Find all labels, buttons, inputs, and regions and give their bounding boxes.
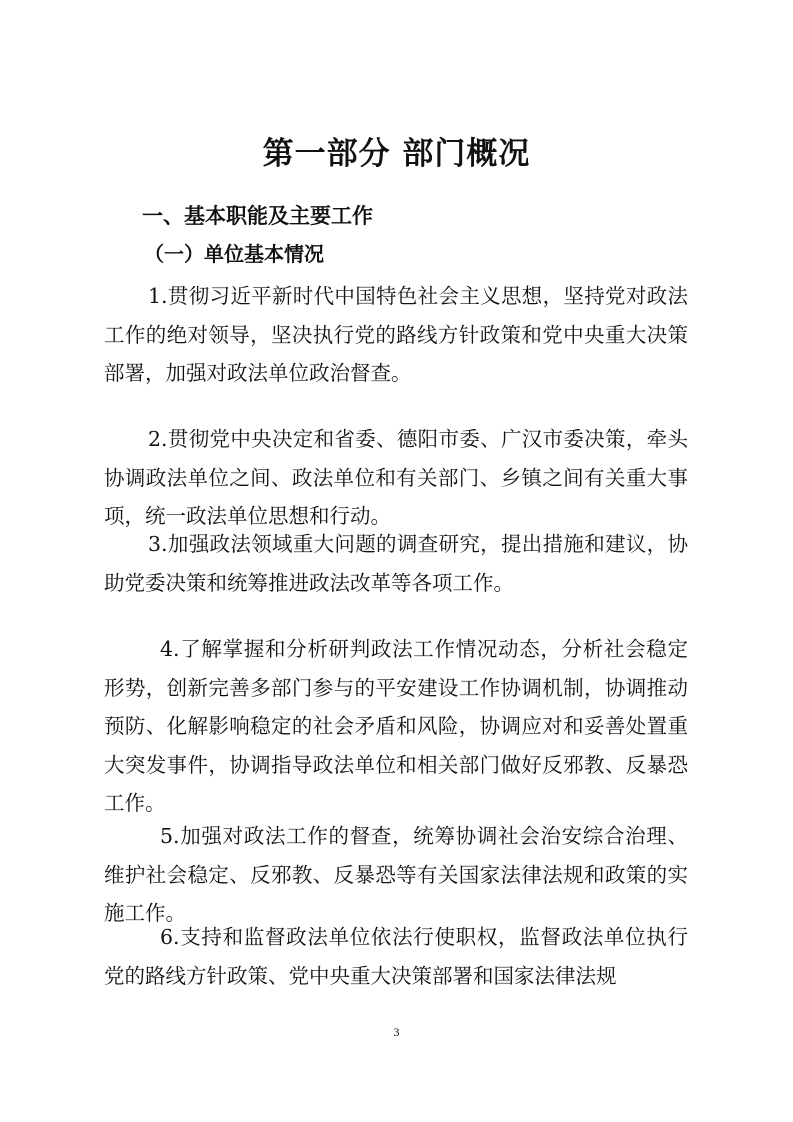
paragraph-4: 4.了解掌握和分析研判政法工作情况动态，分析社会稳定形势，创新完善多部门参与的平安建设工作协调机制，协调推动预防、化解影响稳定的社会矛盾和风险，协调应对和妥善处置重大突发事件，协调指导政法单位和相关部门做好反邪教、反暴恐工作。: [104, 637, 688, 815]
paragraph-2: 2.贯彻党中央决定和省委、德阳市委、广汉市委决策，牵头协调政法单位之间、政法单位和有关部门、乡镇之间有关重大事项，统一政法单位思想和行动。: [104, 427, 688, 528]
section-heading: 一、基本职能及主要工作: [142, 204, 373, 228]
subsection-heading: （一）单位基本情况: [144, 242, 324, 266]
paragraph-5: 5.加强对政法工作的督查，统筹协调社会治安综合治理、维护社会稳定、反邪教、反暴恐等有关国家法律法规和政策的实施工作。: [104, 824, 688, 925]
page-title: 第一部分 部门概况: [262, 136, 531, 172]
paragraph-6: 6.支持和监督政法单位依法行使职权，监督政法单位执行党的路线方针政策、党中央重大决策部署和国家法律法规: [104, 925, 688, 988]
paragraph-3: 3.加强政法领域重大问题的调查研究，提出措施和建议，协助党委决策和统筹推进政法改革等各项工作。: [104, 532, 688, 595]
page-number: 3: [393, 1025, 400, 1039]
paragraph-1: 1.贯彻习近平新时代中国特色社会主义思想，坚持党对政法工作的绝对领导，坚决执行党的路线方针政策和党中央重大决策部署，加强对政法单位政治督查。: [104, 284, 688, 385]
